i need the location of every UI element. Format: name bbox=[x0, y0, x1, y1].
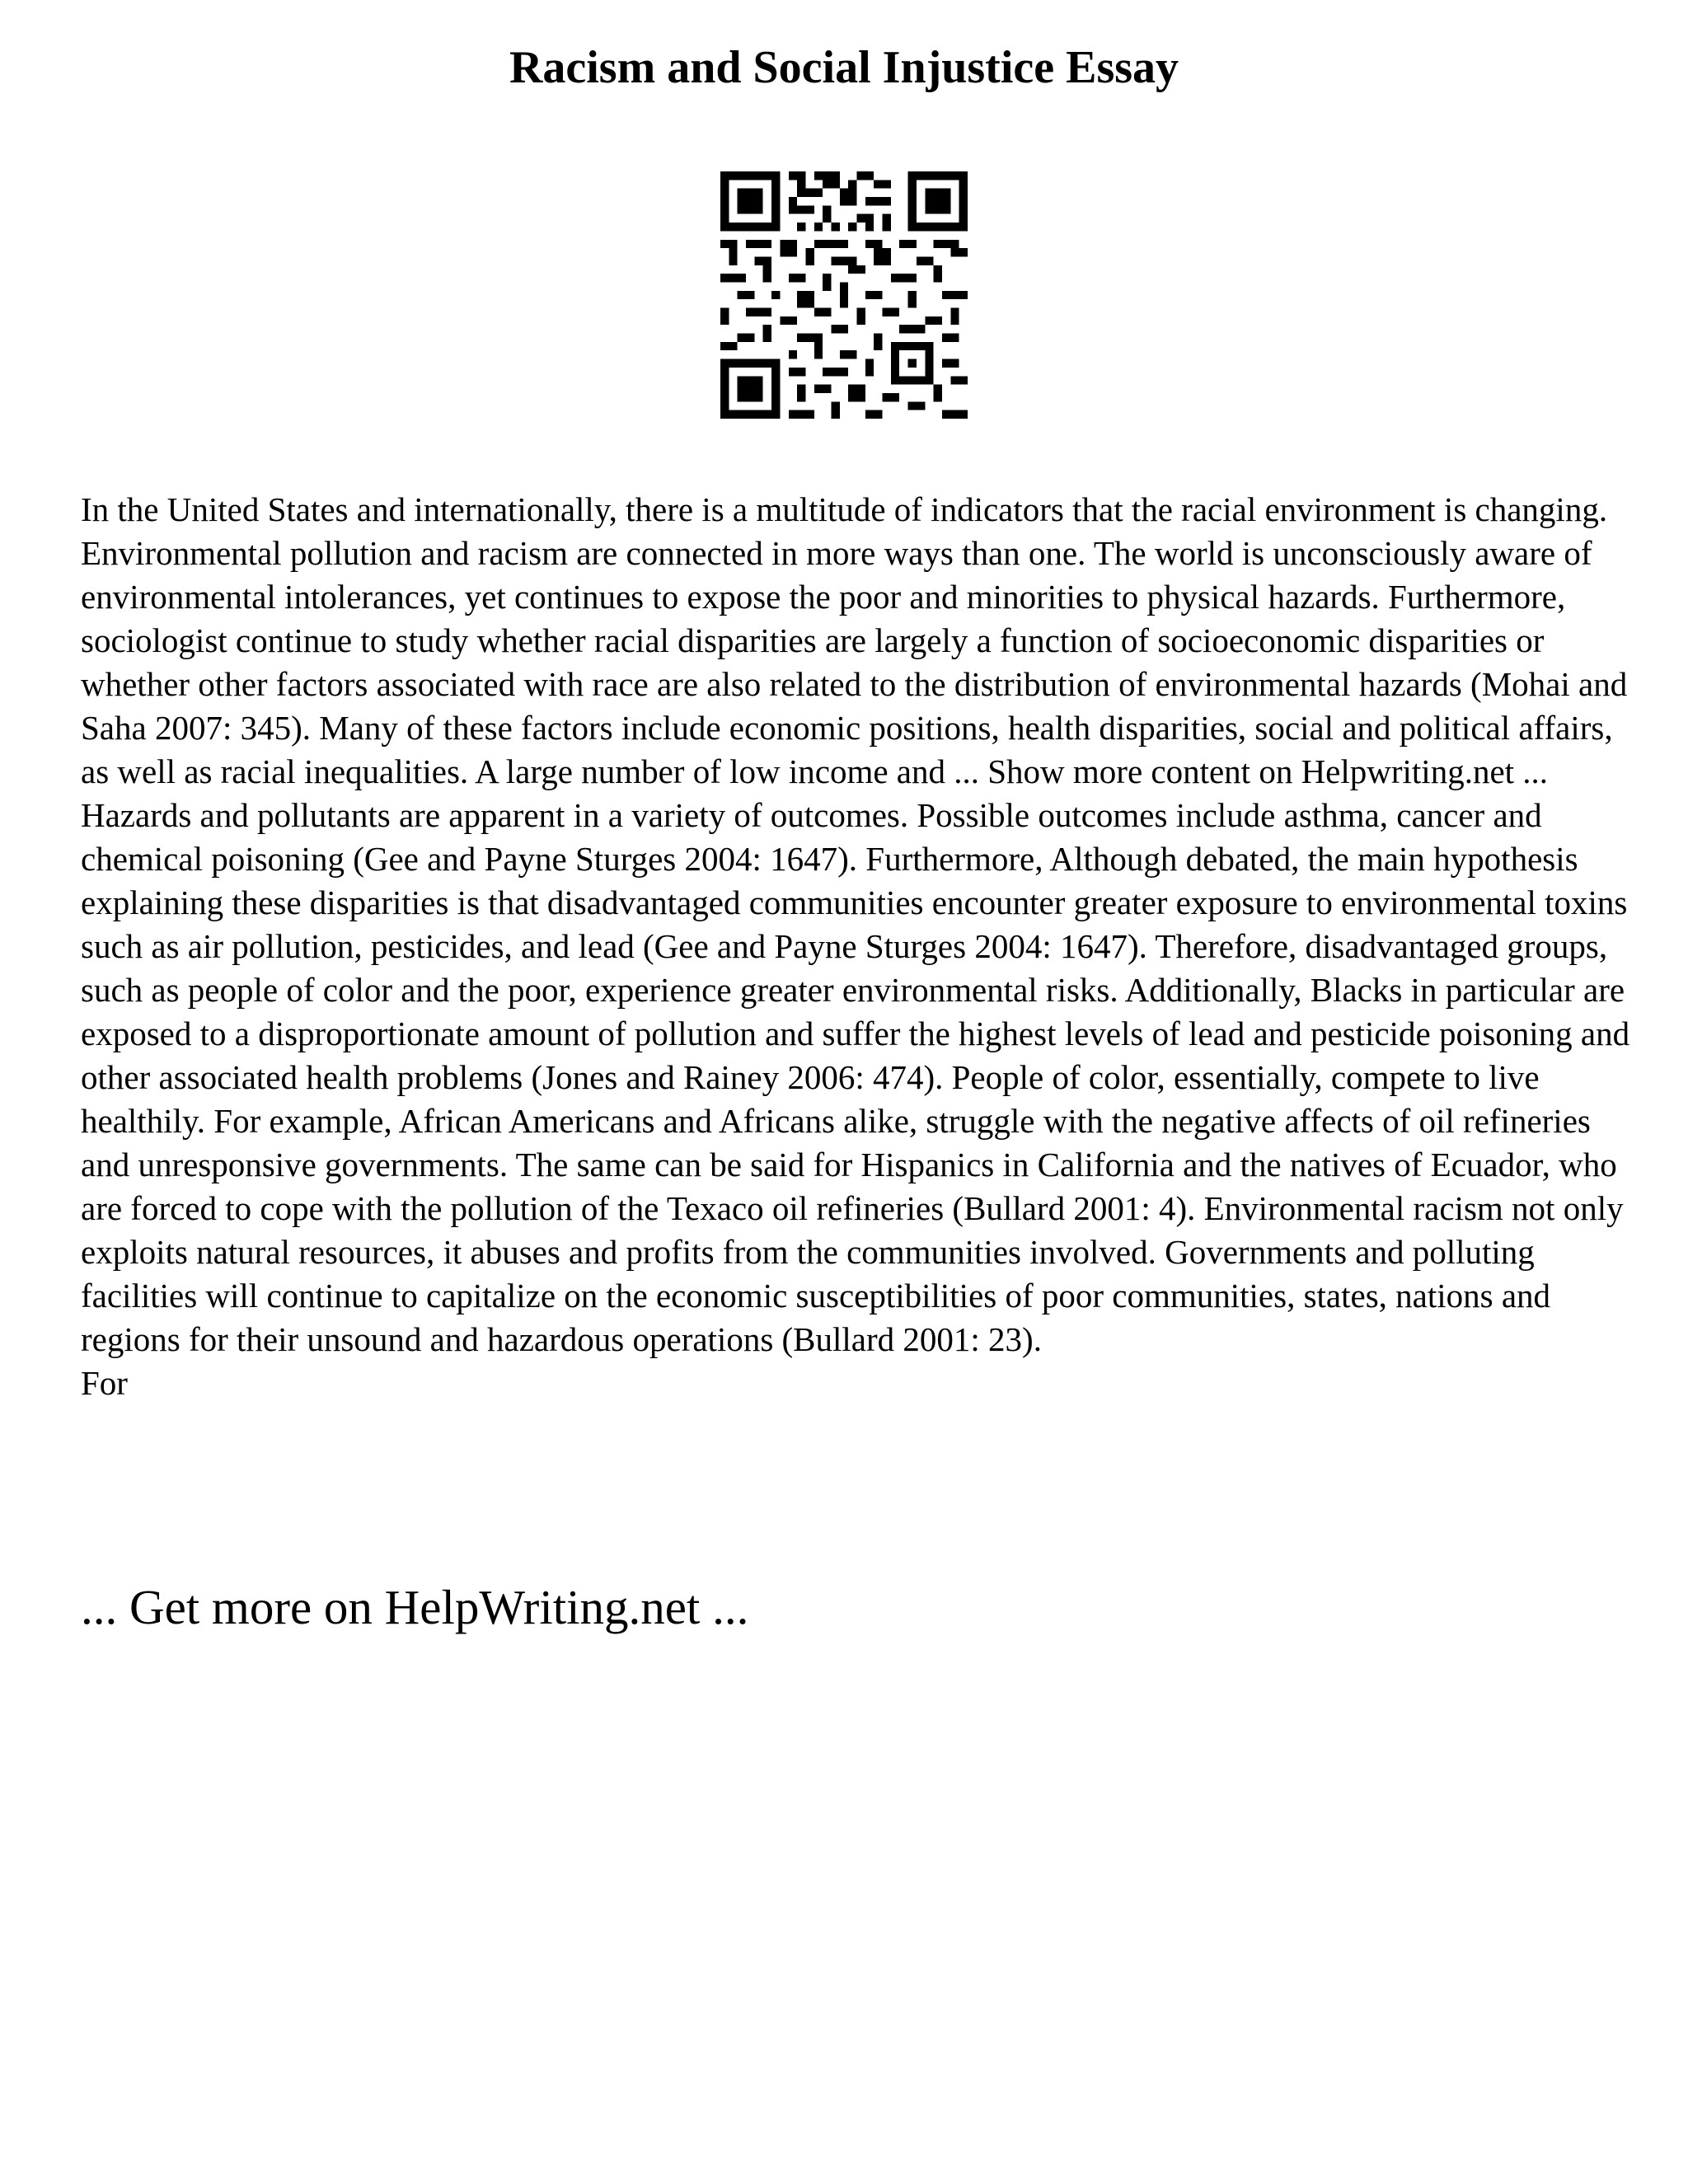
essay-paragraph-truncated: For bbox=[81, 1364, 128, 1402]
qr-code-graphic bbox=[720, 171, 968, 419]
essay-paragraph-hazards: Hazards and pollutants are apparent in a variety of outcomes. Possible outcomes include asthma, cancer and chemical poisoning (Gee and Payne Sturges 2004: 1647). Furthermore, Although debated, the main hypothesis explaining these disparities is that disadvantaged communities encounter greater exposure to environmental toxins such as air pollution, pesticides, and lead (Gee and Payne Sturges 2004: 1647). Therefore, disadvantaged groups, such as people of color and the poor, experience greater environmental risks. Additionally, Blacks in particular are exposed to a disproportionate amount of pollution and suffer the highest levels of lead and pesticide poisoning and other associated health problems (Jones and Rainey 2006: 474). People of color, essentially, compete to live healthily. For example, African Americans and Africans alike, struggle with the negative affects of oil refineries and unresponsive governments. The same can be said for Hispanics in California and the natives of Ecuador, who are forced to cope with the pollution of the Texaco oil refineries (Bullard 2001: 4). Environmental racism not only exploits natural resources, it abuses and profits from the communities involved. Governments and polluting facilities will continue to capitalize on the economic susceptibilities of poor communities, states, nations and regions for their unsound and hazardous operations (Bullard 2001: 23). bbox=[81, 796, 1630, 1358]
get-more-link[interactable]: ... Get more on HelpWriting.net ... bbox=[81, 1580, 749, 1634]
page-title: Racism and Social Injustice Essay bbox=[509, 42, 1179, 93]
essay-paragraph-intro: In the United States and internationally, there is a multitude of indicators that the racial environment is changing. Environmental pollution and racism are connected in more ways than one. The world is unconsciously aware of environmental intolerances, yet continues to expose the poor and minorities to physical hazards. Furthermore, sociologist continue to study whether racial disparities are largely a function of socioeconomic disparities or whether other factors associated with race are also related to the distribution of environmental hazards (Mohai and Saha 2007: 345). Many of these factors include economic positions, health disparities, social and political affairs, as well as racial inequalities. A large number of low income and ... Show more content on Helpwriting.net ... bbox=[81, 490, 1628, 790]
qr-code-icon bbox=[720, 171, 968, 419]
essay-body bbox=[81, 488, 1630, 1405]
